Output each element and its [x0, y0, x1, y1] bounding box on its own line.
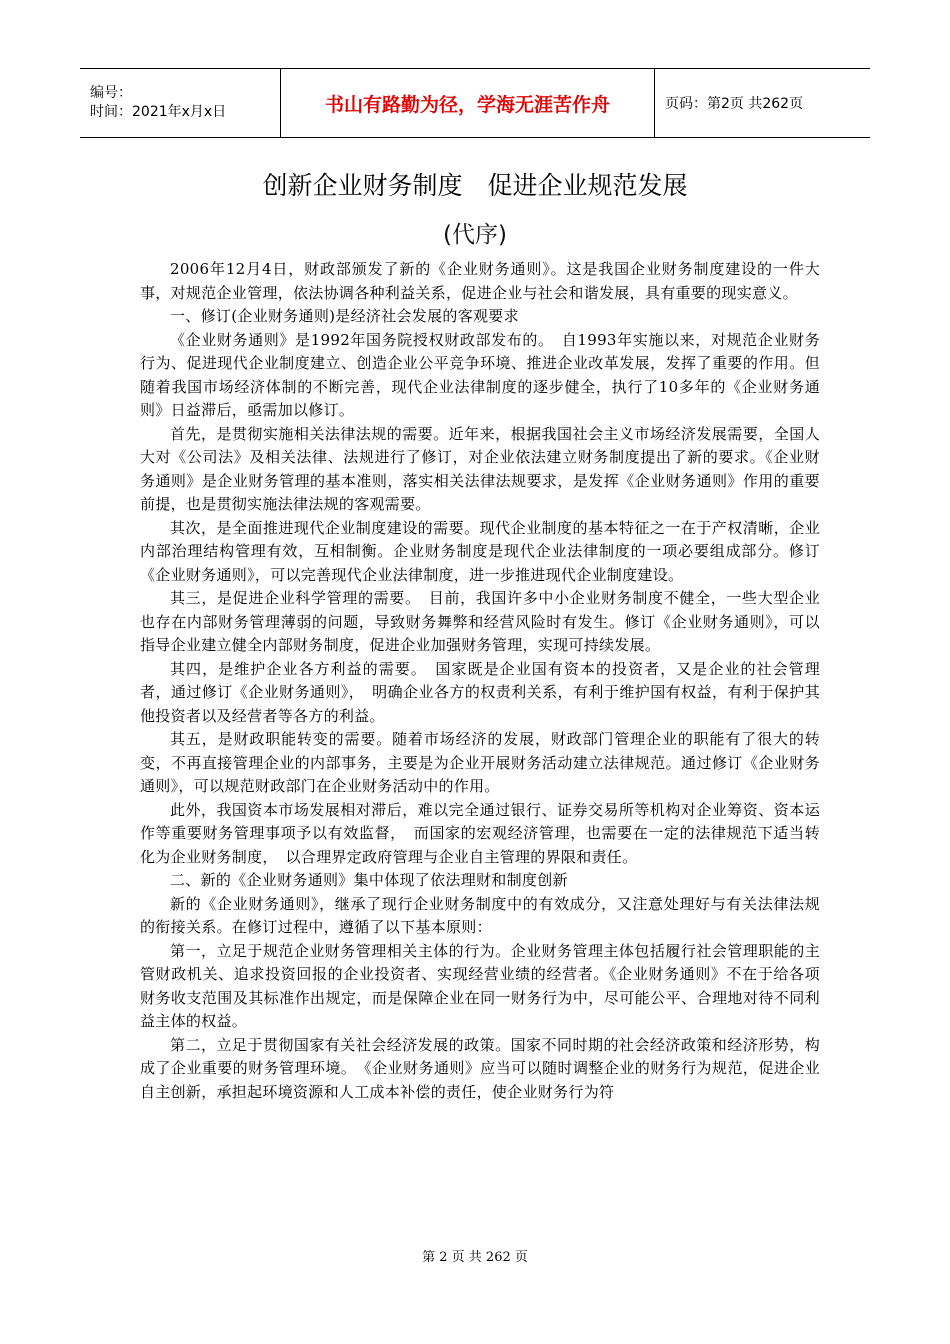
motto-text: 书山有路勤为径，学海无涯苦作舟	[324, 93, 610, 116]
paragraph: 其五，是财政职能转变的需要。随着市场经济的发展，财政部门管理企业的职能有了很大的转变，不再直接管理企业的内部事务，主要是为企业开展财务活动建立法律规范。通过修订《企业财务通则》，可以规范财政部门在企业财务活动中的作用。	[140, 730, 820, 795]
paragraph: 新的《企业财务通则》，继承了现行企业财务制度中的有效成分，又注意处理好与有关法律法规的衔接关系。在修订过程中，遵循了以下基本原则：	[140, 894, 820, 936]
page-header	[80, 68, 870, 138]
document-subtitle: (代序)	[443, 222, 507, 248]
page-label: 页码：第2页 共262页	[665, 96, 804, 112]
header-page	[655, 69, 870, 137]
section-heading: 一、修订(企业财务通则)是经济社会发展的客观要求	[170, 307, 519, 325]
paragraph: 首先，是贯彻实施相关法律法规的需要。近年来，根据我国社会主义市场经济发展需要，全国人大对《公司法》及相关法律、法规进行了修订，对企业依法建立财务制度提出了新的要求。《企业财务通则》是企业财务管理的基本准则，落实相关法律法规要求，是发挥《企业财务通则》作用的重要前提，也是贯彻实施法律法规的客观需要。	[140, 424, 820, 513]
date-label: 时间：2021年x月x日	[90, 104, 227, 120]
page-footer: 第 2 页 共 262 页	[422, 1250, 528, 1265]
document-body	[140, 258, 820, 1104]
paragraph: 2006年12月4日，财政部颁发了新的《企业财务通则》。这是我国企业财务制度建设的一件大事，对规范企业管理，依法协调各种利益关系，促进企业与社会和谐发展，具有重要的现实意义。	[140, 260, 820, 302]
document-title: 创新企业财务制度 促进企业规范发展	[262, 171, 688, 200]
section-heading: 二、新的《企业财务通则》集中体现了依法理财和制度创新	[170, 871, 568, 889]
header-meta	[80, 69, 280, 137]
paragraph: 其四，是维护企业各方利益的需要。 国家既是企业国有资本的投资者，又是企业的社会管理者，通过修订《企业财务通则》， 明确企业各方的权责利关系，有利于维护国有权益，有利于保护其他投资者以及经营者等各方的利益。	[140, 659, 820, 725]
paragraph: 第一，立足于规范企业财务管理相关主体的行为。企业财务管理主体包括履行社会管理职能的主管财政机关、追求投资回报的企业投资者、实现经营业绩的经营者。《企业财务通则》不在于给各项财务收支范围及其标准作出规定，而是保障企业在同一财务行为中，尽可能公平、合理地对待不同利益主体的权益。	[140, 941, 820, 1030]
paragraph: 此外，我国资本市场发展相对滞后，难以完全通过银行、证券交易所等机构对企业筹资、资本运作等重要财务管理事项予以有效监督， 而国家的宏观经济管理，也需要在一定的法律规范下适当转化为企业财务制度， 以合理界定政府管理与企业自主管理的界限和责任。	[140, 800, 820, 866]
header-motto	[280, 69, 655, 137]
paragraph: 第二，立足于贯彻国家有关社会经济发展的政策。国家不同时期的社会经济政策和经济形势，构成了企业重要的财务管理环境。 《企业财务通则》应当可以随时调整企业的财务行为规范，促进企业自主创新，承担起环境资源和人工成本补偿的责任，使企业财务行为符	[140, 1035, 820, 1101]
paragraph: 其次，是全面推进现代企业制度建设的需要。现代企业制度的基本特征之一在于产权清晰，企业内部治理结构管理有效，互相制衡。企业财务制度是现代企业法律制度的一项必要组成部分。修订《企业财务通则》，可以完善现代企业法律制度，进一步推进现代企业制度建设。	[140, 518, 820, 584]
number-label: 编号：	[90, 85, 132, 101]
paragraph: 《企业财务通则》是1992年国务院授权财政部发布的。 自1993年实施以来，对规范企业财务行为、促进现代企业制度建立、创造企业公平竞争环境、推进企业改革发展，发挥了重要的作用。但随着我国市场经济体制的不断完善，现代企业法律制度的逐步健全，执行了10多年的《企业财务通则》日益滞后，亟需加以修订。	[140, 330, 820, 419]
paragraph: 其三，是促进企业科学管理的需要。 目前，我国许多中小企业财务制度不健全，一些大型企业也存在内部财务管理薄弱的问题，导致财务舞弊和经营风险时有发生。修订《企业财务通则》，可以指导企业建立健全内部财务制度，促进企业加强财务管理，实现可持续发展。	[140, 589, 820, 654]
